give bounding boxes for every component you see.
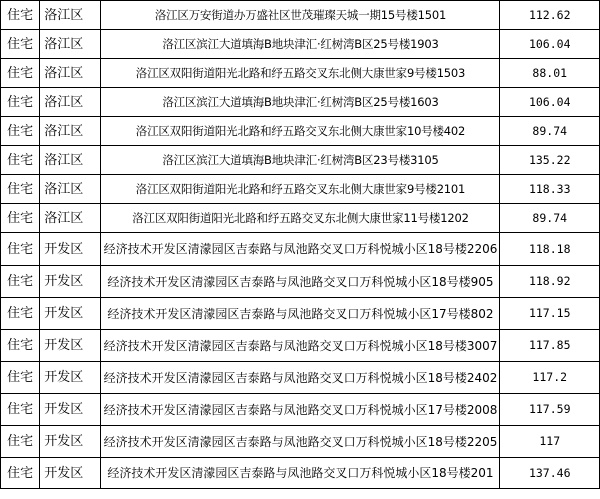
property-type-cell: 住宅 [1,266,40,298]
district-cell: 洛江区 [40,59,101,88]
address-cell: 经济技术开发区清濛园区吉泰路与凤池路交叉口万科悦城小区18号楼2206 [101,233,500,266]
address-cell: 经济技术开发区清濛园区吉泰路与凤池路交叉口万科悦城小区18号楼905 [101,266,500,298]
district-cell: 开发区 [40,330,101,362]
district-cell: 洛江区 [40,117,101,146]
area-cell: 135.22 [500,146,600,175]
area-cell: 137.46 [500,458,600,489]
district-cell: 开发区 [40,458,101,489]
property-type-cell: 住宅 [1,362,40,394]
table-row [1,426,600,458]
district-cell: 开发区 [40,394,101,426]
district-cell: 开发区 [40,266,101,298]
table-row [1,266,600,298]
property-type-cell: 住宅 [1,426,40,458]
district-cell: 开发区 [40,233,101,266]
table-row [1,59,600,88]
address-cell: 洛江区滨江大道填海B地块津汇·红树湾B区23号楼3105 [101,146,500,175]
address-cell: 经济技术开发区清濛园区吉泰路与凤池路交叉口万科悦城小区18号楼201 [101,458,500,489]
area-cell: 89.74 [500,117,600,146]
area-cell: 118.92 [500,266,600,298]
table-row [1,298,600,330]
area-cell: 117.85 [500,330,600,362]
address-cell: 经济技术开发区清濛园区吉泰路与凤池路交叉口万科悦城小区17号楼2008 [101,394,500,426]
address-cell: 洛江区双阳街道阳光北路和纾五路交叉东北侧大康世家11号楼1202 [101,204,500,233]
property-type-cell: 住宅 [1,59,40,88]
table-row [1,1,600,30]
address-cell: 洛江区双阳街道阳光北路和纾五路交叉东北侧大康世家9号楼1503 [101,59,500,88]
address-cell: 经济技术开发区清濛园区吉泰路与凤池路交叉口万科悦城小区18号楼2402 [101,362,500,394]
address-cell: 洛江区滨江大道填海B地块津汇·红树湾B区25号楼1903 [101,30,500,59]
district-cell: 洛江区 [40,204,101,233]
district-cell: 开发区 [40,298,101,330]
property-type-cell: 住宅 [1,298,40,330]
property-type-cell: 住宅 [1,330,40,362]
address-cell: 洛江区万安街道办万盛社区世茂璀璨天城一期15号楼1501 [101,1,500,30]
table-row [1,362,600,394]
address-cell: 洛江区双阳街道阳光北路和纾五路交叉东北侧大康世家10号楼402 [101,117,500,146]
property-type-cell: 住宅 [1,30,40,59]
area-cell: 118.18 [500,233,600,266]
district-cell: 开发区 [40,426,101,458]
district-cell: 洛江区 [40,146,101,175]
area-cell: 117.15 [500,298,600,330]
area-cell: 88.01 [500,59,600,88]
district-cell: 洛江区 [40,175,101,204]
address-cell: 洛江区滨江大道填海B地块津汇·红树湾B区25号楼1603 [101,88,500,117]
district-cell: 洛江区 [40,1,101,30]
property-type-cell: 住宅 [1,1,40,30]
table-row [1,394,600,426]
property-table-body [1,1,600,489]
property-type-cell: 住宅 [1,458,40,489]
area-cell: 106.04 [500,88,600,117]
table-row [1,233,600,266]
table-row [1,146,600,175]
area-cell: 106.04 [500,30,600,59]
property-type-cell: 住宅 [1,175,40,204]
area-cell: 117 [500,426,600,458]
property-type-cell: 住宅 [1,204,40,233]
property-type-cell: 住宅 [1,88,40,117]
address-cell: 洛江区双阳街道阳光北路和纾五路交叉东北侧大康世家9号楼2101 [101,175,500,204]
district-cell: 洛江区 [40,30,101,59]
table-row [1,204,600,233]
table-row [1,330,600,362]
address-cell: 经济技术开发区清濛园区吉泰路与凤池路交叉口万科悦城小区17号楼802 [101,298,500,330]
property-type-cell: 住宅 [1,117,40,146]
area-cell: 112.62 [500,1,600,30]
area-cell: 117.59 [500,394,600,426]
area-cell: 117.2 [500,362,600,394]
area-cell: 118.33 [500,175,600,204]
address-cell: 经济技术开发区清濛园区吉泰路与凤池路交叉口万科悦城小区18号楼2205 [101,426,500,458]
property-type-cell: 住宅 [1,394,40,426]
table-row [1,88,600,117]
district-cell: 开发区 [40,362,101,394]
area-cell: 89.74 [500,204,600,233]
property-type-cell: 住宅 [1,233,40,266]
property-type-cell: 住宅 [1,146,40,175]
table-row [1,458,600,489]
table-row [1,175,600,204]
address-cell: 经济技术开发区清濛园区吉泰路与凤池路交叉口万科悦城小区18号楼3007 [101,330,500,362]
table-row [1,30,600,59]
district-cell: 洛江区 [40,88,101,117]
table-row [1,117,600,146]
